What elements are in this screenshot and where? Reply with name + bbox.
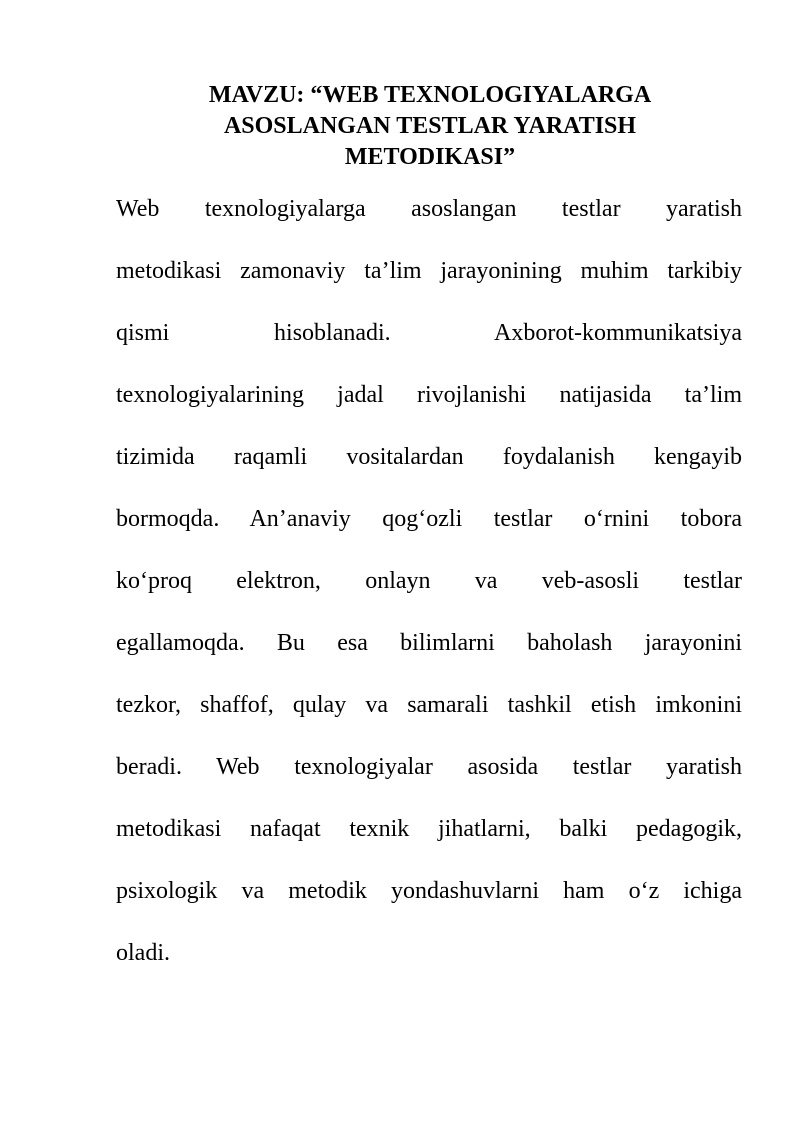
body-paragraph	[116, 178, 742, 984]
title-line: MAVZU: “WEB TEXNOLOGIYALARGA	[208, 82, 652, 108]
paragraph-line: oladi.	[116, 940, 170, 966]
paragraph-line: qismi hisoblanadi. Axborot-kommunikatsiya	[116, 320, 742, 346]
paragraph-line: metodikasi nafaqat texnik jihatlarni, balki pedagogik,	[116, 816, 742, 842]
paragraph-line: tizimida raqamli vositalardan foydalanish kengayib	[116, 444, 742, 470]
paragraph-line: tezkor, shaffof, qulay va samarali tashkil etish imkonini	[116, 692, 742, 718]
title-line: ASOSLANGAN TESTLAR YARATISH	[223, 113, 637, 139]
paragraph-line: metodikasi zamonaviy ta’lim jarayonining muhim tarkibiy	[116, 258, 742, 284]
title-line: METODIKASI”	[344, 144, 516, 170]
paragraph-line: egallamoqda. Bu esa bilimlarni baholash jarayonini	[116, 630, 742, 656]
paragraph-line: ko‘proq elektron, onlayn va veb-asosli testlar	[116, 568, 742, 594]
paragraph-line: texnologiyalarining jadal rivojlanishi natijasida ta’lim	[116, 382, 742, 408]
paragraph-line: psixologik va metodik yondashuvlarni ham o‘z ichiga	[116, 878, 742, 904]
paragraph-line: beradi. Web texnologiyalar asosida testlar yaratish	[116, 754, 742, 780]
paragraph-line: bormoqda. An’anaviy qog‘ozli testlar o‘rnini tobora	[116, 506, 742, 532]
paragraph-line: Web texnologiyalarga asoslangan testlar yaratish	[116, 196, 742, 222]
document-title	[130, 80, 730, 173]
